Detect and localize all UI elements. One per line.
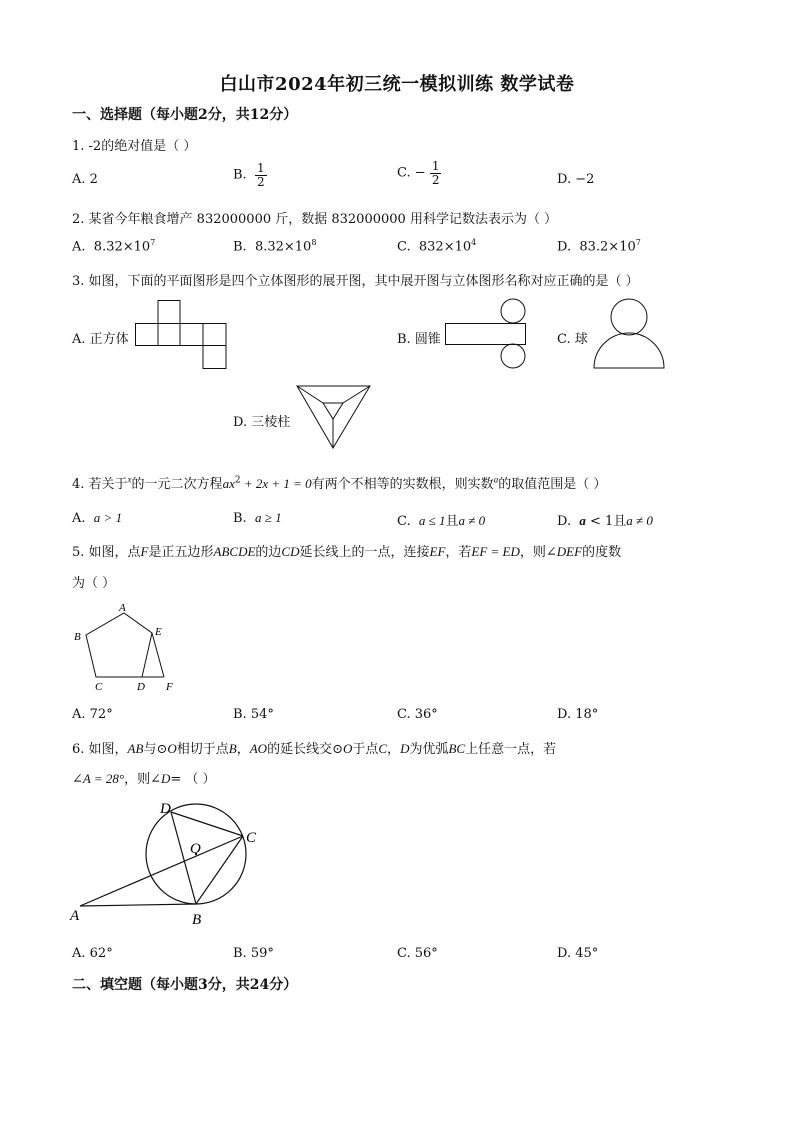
q5-option-d: D. 18° [557,707,599,722]
q1-option-c: C. − $\frac{1}{2}$ [397,159,440,187]
question-3-text: 3. 如图，下面的平面图形是四个立体图形的展开图，其中展开图与立体图形名称对应正确的是（ ） [72,274,639,289]
q3-option-d: D. 三棱柱 [233,415,291,430]
fig5-label-e: E [155,626,162,638]
q3-option-a: A. 正方体 [72,332,129,347]
question-6-text: 6. 如图，AB与⊙O相切于点B，AO的延长线交⊙O于点C，D为优弧BC上任意一点，若 [72,741,557,757]
fig5-label-b: B [74,631,81,643]
question-2-text: 2. 某省今年粮食增产 832000000 斤，数据 832000000 用科学记数法表示为（ ） [72,212,558,227]
fig5-label-c: C [95,681,103,693]
fig5-label-d: D [137,681,145,693]
fig6-label-c: C [246,830,257,846]
cylinder-net-figure [445,298,530,370]
cone-net-figure [592,298,667,370]
fig6-label-o: O [190,841,201,857]
q3-option-b: B. 圆锥 [397,332,441,347]
page-title: 白山市2024年初三统一模拟训练 数学试卷 [219,74,575,95]
q1-option-a: A. 2 [72,172,98,187]
section-heading-choice: 一、选择题（每小题2分，共12分） [72,107,298,123]
question-5-text: 5. 如图，点F是正五边形ABCDE的边CD延长线上的一点，连接EF，若EF = ED，则∠DEF的度数 [72,544,622,560]
q6-option-d: D. 45° [557,946,599,961]
q6-option-b: B. 59° [233,946,274,961]
fig6-label-a: A [70,908,80,924]
question-1-text: 1. -2的绝对值是（ ） [72,139,197,154]
section-heading-fill: 二、填空题（每小题3分，共24分） [72,977,298,993]
fig6-label-b: B [192,912,202,928]
q4-option-d: D. a < 1且a ≠ 0 [557,513,653,529]
q3-option-c: C. 球 [557,332,588,347]
q4-option-b: B. a ≥ 1 [233,510,282,526]
pentagon-figure [72,600,192,695]
prism-net-figure [295,383,373,451]
fig5-label-f: F [166,681,173,693]
q4-option-a: A. a > 1 [72,510,123,526]
q2-option-c: C. $832\times 10^4$ [397,238,477,255]
question-5-text-line2: 为（ ） [72,576,116,591]
cube-net-figure [135,300,230,372]
q6-option-c: C. 56° [397,946,438,961]
fig6-label-d: D [160,801,171,817]
q6-option-a: A. 62° [72,946,113,961]
q2-option-d: D. $83.2\times 10^7$ [557,238,641,255]
question-4-text: 4. 若关于$^x$的一元二次方程$ax^2 + 2x + 1 = 0$有两个不相等的实数根，则实数$^a$的取值范围是（ ） [72,474,607,492]
q1-option-d: D. −2 [557,172,595,187]
q4-option-c: C. a ≤ 1且a ≠ 0 [397,513,486,529]
q5-option-c: C. 36° [397,707,438,722]
fig5-label-a: A [119,602,126,614]
q5-option-a: A. 72° [72,707,113,722]
circle-tangent-figure [68,796,268,931]
q5-option-b: B. 54° [233,707,274,722]
q2-option-b: B. $8.32\times 10^8$ [233,238,317,255]
question-6-text-line2: ∠A = 28°，则∠D= （ ） [72,771,216,787]
q2-option-a: A. $8.32\times 10^7$ [72,238,156,255]
q1-option-b: B. $\frac{1}{2}$ [233,161,265,189]
